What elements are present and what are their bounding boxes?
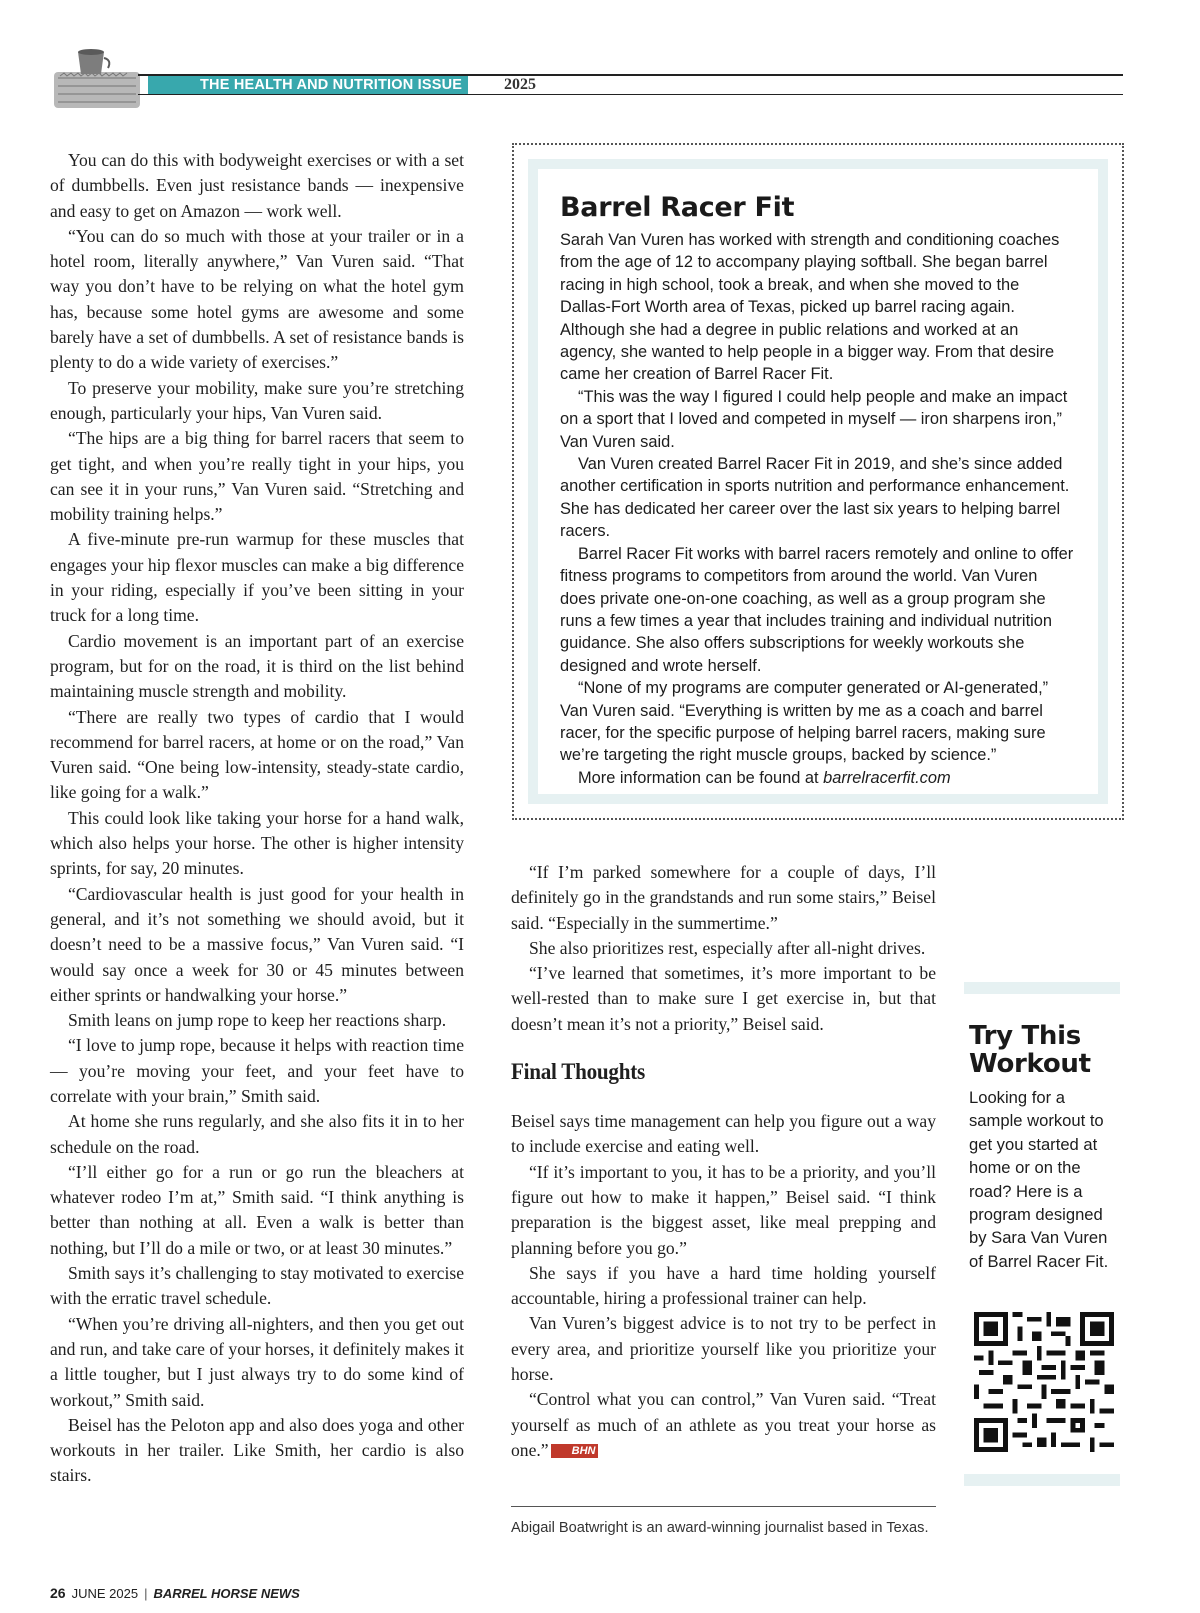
body-paragraph: Beisel has the Peloton app and also does yoga and other workouts in her trailer. Like Smith, her cardio is also stairs. [50, 1414, 464, 1486]
section-heading: Final Thoughts [511, 1059, 645, 1085]
issue-date: JUNE 2025 [71, 1586, 139, 1601]
closing-text: “Control what you can control,” Van Vuren said. “Treat yourself as much of an athlete as you treat your horse as one.” [511, 1389, 936, 1460]
sidebar-title: Barrel Racer Fit [560, 192, 795, 223]
issue-label: THE HEALTH AND NUTRITION ISSUE [148, 76, 468, 94]
body-paragraph: “If I’m parked somewhere for a couple of days, I’ll definitely go in the grandstands and run some stairs,” Beisel said. “Especially in the summertime.” [511, 862, 936, 933]
page-number: 26 [50, 1585, 66, 1601]
body-paragraph: Smith leans on jump rope to keep her reactions sharp. [68, 1010, 447, 1031]
closing-paragraph [511, 1387, 936, 1463]
footer-separator: | [144, 1586, 148, 1601]
body-paragraph: Van Vuren’s biggest advice is to not try to be perfect in every area, and prioritize yourself like you prioritize your horse. [511, 1313, 936, 1385]
bio-divider [511, 1506, 936, 1507]
body-paragraph: Cardio movement is an important part of an exercise program, but for on the road, it is third on the list behind maintaining muscle strength and mobility. [50, 630, 464, 702]
body-paragraph: At home she runs regularly, and she also fits it in to her schedule on the road. [50, 1111, 464, 1157]
try-workout-bar-bottom [964, 1474, 1120, 1486]
website-link[interactable]: barrelracerfit.com [823, 768, 951, 787]
body-paragraph: She also prioritizes rest, especially after all-night drives. [529, 937, 926, 958]
body-paragraph: Smith says it’s challenging to stay motivated to exercise with the erratic travel schedule. [50, 1263, 464, 1309]
issue-year: 2025 [504, 76, 536, 93]
try-workout-body: Looking for a sample workout to get you started at home or on the road? Here is a program designed by Sara Van Vuren of Barrel Racer Fit. [969, 1088, 1109, 1271]
body-paragraph: You can do this with bodyweight exercises or with a set of dumbbells. Even just resistance bands — inexpensive and easy to get on Amazon — work well. [50, 150, 464, 221]
body-paragraph: A five-minute pre-run warmup for these muscles that engages your hip flexor muscles can make a big difference in your riding, especially if you’ve been sitting in your truck for a long time. [50, 529, 464, 626]
hay-bale-bucket-icon [52, 48, 144, 110]
bhn-end-mark: BHN [551, 1444, 599, 1458]
body-paragraph: “When you’re driving all-nighters, and then you get out and run, and take care of your horses, it definitely makes it a little tougher, but I just always try to do some kind of workout,” Smith said. [50, 1313, 464, 1410]
left-column [50, 148, 464, 1489]
qr-code-icon[interactable] [974, 1312, 1114, 1452]
try-workout-bar-top [964, 982, 1120, 994]
barrel-racer-fit-sidebar [512, 143, 1124, 820]
body-paragraph: “If it’s important to you, it has to be a priority, and you’ll figure out how to make it happen,” Beisel said. “I think preparation is the biggest asset, like meal prepping and planning before you go.” [511, 1161, 936, 1258]
body-paragraph: Beisel says time management can help you figure out a way to include exercise and eating well. [511, 1111, 936, 1157]
sidebar-info-line [560, 767, 1074, 789]
body-paragraph: “I’ll either go for a run or go run the bleachers at whatever rodeo I’m at,” Smith said. “I think anything is better than nothing at all. Even a walk is better than nothing, but I’ll do a mile or two, or at least 30 minutes.” [50, 1161, 464, 1258]
body-paragraph: “You can do so much with those at your trailer or in a hotel room, literally anywhere,” Van Vuren said. “That way you don’t have to be relying on what the hotel gym has, because some hotel gyms are awesome and some barely have a set of dumbbells. A set of resistance bands is plenty to do a wide variety of exercises.” [50, 225, 464, 373]
body-paragraph: “I love to jump rope, because it helps with reaction time — you’re moving your feet, and your feet have to correlate with your brain,” Smith said. [50, 1035, 464, 1106]
sidebar-card [538, 169, 1098, 794]
author-bio: Abigail Boatwright is an award-winning journalist based in Texas. [511, 1520, 929, 1536]
body-paragraph: She says if you have a hard time holding yourself accountable, hiring a professional trainer can help. [511, 1262, 936, 1309]
sidebar-paragraph: Van Vuren created Barrel Racer Fit in 2019, and she’s since added another certification in sports nutrition and performance enhancement. She has dedicated her career over the last six years to helping barrel racers. [560, 455, 1070, 541]
body-paragraph: “I’ve learned that sometimes, it’s more important to be well-rested than to make sure I get exercise in, but that doesn’t mean it’s not a priority,” Beisel said. [511, 963, 936, 1034]
page-footer [50, 1585, 300, 1601]
body-paragraph: This could look like taking your horse for a hand walk, which also helps your horse. The other is higher intensity sprints, for say, 20 minutes. [50, 807, 464, 879]
sidebar-paragraph: Barrel Racer Fit works with barrel racers remotely and online to offer fitness programs to competitors from around the world. Van Vuren does private one-on-one coaching, as well as a group program she runs a few times a year that includes training and individual nutrition guidance. She also offers subscriptions for weekly workouts she designed and wrote herself. [560, 544, 1074, 675]
middle-column [511, 860, 936, 1463]
sidebar-paragraph: Sarah Van Vuren has worked with strength and conditioning coaches from the age of 12 to accompany playing softball. She began barrel racing in high school, took a break, and when she moved to the Dallas-Fort Worth area of Texas, picked up barrel racing again. Although she had a degree in public relations and worked at an agency, she wanted to help people in a bigger way. From that desire came her creation of Barrel Racer Fit. [560, 231, 1060, 384]
body-paragraph: To preserve your mobility, make sure you’re stretching enough, particularly your hips, Van Vuren said. [50, 377, 464, 423]
sidebar-paragraph: “None of my programs are computer generated or AI-generated,” Van Vuren said. “Everything is written by me as a coach and barrel racer, for the specific purpose of helping barrel racers, making sure we’re targeting the right muscle groups, backed by science.” [560, 679, 1049, 765]
try-workout-box [969, 1022, 1121, 1273]
header-rule-bottom [138, 94, 1123, 95]
body-paragraph: “The hips are a big thing for barrel racers that seem to get tight, and when you’re really tight in your hips, you can see it in your runs,” Van Vuren said. “Stretching and mobility training helps.” [50, 428, 464, 525]
sidebar-frame [528, 159, 1108, 804]
sidebar-paragraph: “This was the way I figured I could help people and make an impact on a sport that I loved and competed in myself — iron sharpens iron,” Van Vuren said. [560, 387, 1068, 451]
page-header [48, 40, 1123, 110]
body-paragraph: “There are really two types of cardio that I would recommend for barrel racers, at home or on the road,” Van Vuren said. “One being low-intensity, steady-state cardio, like going for a walk.” [50, 706, 464, 803]
body-paragraph: “Cardiovascular health is just good for your health in general, and it’s not something we should avoid, but it doesn’t need to be a massive focus,” Van Vuren said. “I would say once a week for 30 or 45 minutes between either sprints or handwalking your horse.” [50, 883, 464, 1005]
info-prefix: More information can be found at [578, 768, 824, 787]
try-workout-title: Try This Workout [969, 1021, 1091, 1079]
magazine-name: BARREL HORSE NEWS [153, 1586, 300, 1601]
